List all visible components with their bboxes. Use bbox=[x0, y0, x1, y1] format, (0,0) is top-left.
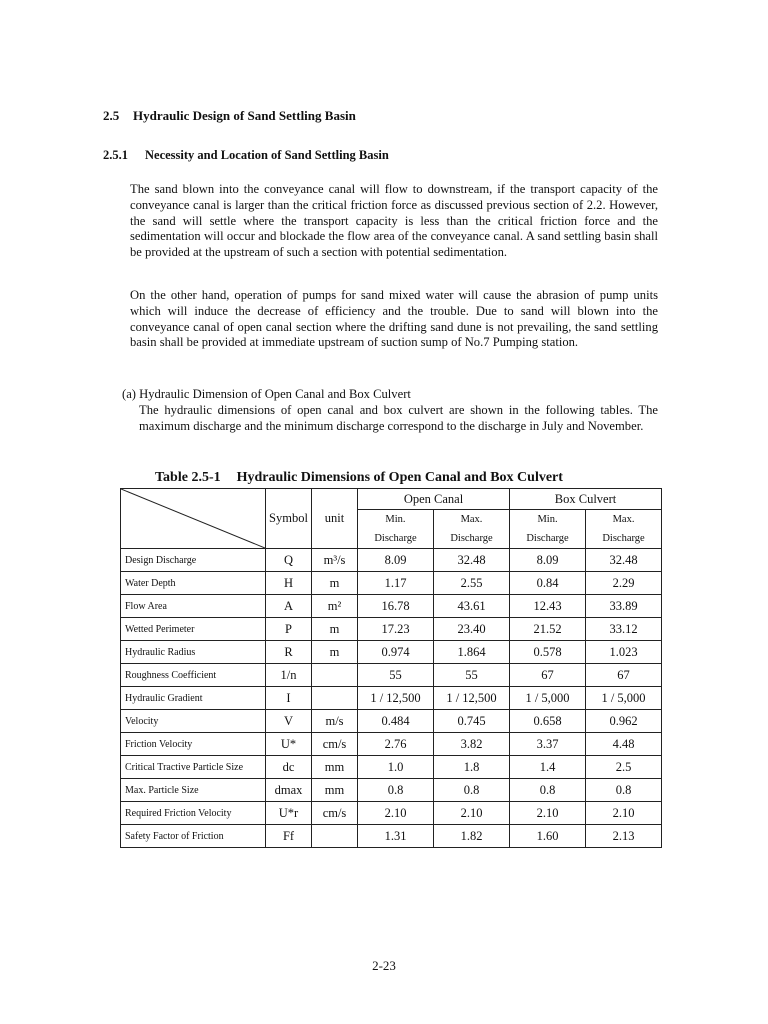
open-canal-min-value: 16.78 bbox=[358, 595, 434, 618]
row-unit: cm/s bbox=[312, 802, 358, 825]
row-name: Design Discharge bbox=[121, 549, 266, 572]
row-symbol: U*r bbox=[266, 802, 312, 825]
subsection-title: Necessity and Location of Sand Settling Basin bbox=[145, 148, 389, 162]
table-header-row-1 bbox=[121, 489, 662, 510]
open-canal-max-value: 0.745 bbox=[434, 710, 510, 733]
table-row bbox=[121, 733, 662, 756]
open-canal-min-value: 2.76 bbox=[358, 733, 434, 756]
open-canal-max-value: 1.82 bbox=[434, 825, 510, 848]
page-number: 2-23 bbox=[372, 958, 396, 973]
open-canal-min-value: 2.10 bbox=[358, 802, 434, 825]
box-culvert-min-value: 0.8 bbox=[510, 779, 586, 802]
row-symbol: dc bbox=[266, 756, 312, 779]
row-symbol: 1/n bbox=[266, 664, 312, 687]
row-unit: cm/s bbox=[312, 733, 358, 756]
header-box-min bbox=[510, 510, 586, 549]
table-row bbox=[121, 664, 662, 687]
box-culvert-min-value: 1 / 5,000 bbox=[510, 687, 586, 710]
box-culvert-max-value: 2.10 bbox=[586, 802, 662, 825]
open-canal-min-value: 8.09 bbox=[358, 549, 434, 572]
row-symbol: Q bbox=[266, 549, 312, 572]
row-name: Wetted Perimeter bbox=[121, 618, 266, 641]
open-canal-max-value: 1.8 bbox=[434, 756, 510, 779]
paragraph-2: On the other hand, operation of pumps for sand mixed water will cause the abrasion of pump units which will induce the decrease of efficiency and the trouble. Due to sand will blown into the conveyance canal of open canal section where the drifting sand dune is not prevailing, the sand settling basin shall be provided at immediate upstream of suction sump of No.7 Pumping station. bbox=[130, 288, 658, 350]
box-culvert-max-value: 1 / 5,000 bbox=[586, 687, 662, 710]
header-min-label: Min. bbox=[537, 514, 558, 525]
row-symbol: I bbox=[266, 687, 312, 710]
row-unit: m bbox=[312, 641, 358, 664]
row-symbol: U* bbox=[266, 733, 312, 756]
box-culvert-max-value: 1.023 bbox=[586, 641, 662, 664]
subsection-number: 2.5.1 bbox=[103, 148, 128, 162]
open-canal-min-value: 0.484 bbox=[358, 710, 434, 733]
box-culvert-min-value: 21.52 bbox=[510, 618, 586, 641]
box-culvert-max-value: 2.5 bbox=[586, 756, 662, 779]
open-canal-min-value: 0.8 bbox=[358, 779, 434, 802]
row-name: Safety Factor of Friction bbox=[121, 825, 266, 848]
table-row bbox=[121, 595, 662, 618]
row-unit bbox=[312, 825, 358, 848]
table-row bbox=[121, 802, 662, 825]
box-culvert-max-value: 67 bbox=[586, 664, 662, 687]
row-symbol: H bbox=[266, 572, 312, 595]
box-culvert-min-value: 0.578 bbox=[510, 641, 586, 664]
header-max-label: Max. bbox=[460, 514, 483, 525]
row-symbol: A bbox=[266, 595, 312, 618]
box-culvert-max-value: 0.8 bbox=[586, 779, 662, 802]
open-canal-max-value: 43.61 bbox=[434, 595, 510, 618]
open-canal-min-value: 1.17 bbox=[358, 572, 434, 595]
box-culvert-max-value: 4.48 bbox=[586, 733, 662, 756]
open-canal-max-value: 0.8 bbox=[434, 779, 510, 802]
list-item-a bbox=[122, 387, 658, 434]
box-culvert-min-value: 67 bbox=[510, 664, 586, 687]
table-title: Hydraulic Dimensions of Open Canal and Box Culvert bbox=[236, 470, 563, 485]
box-culvert-max-value: 33.12 bbox=[586, 618, 662, 641]
row-unit: mm bbox=[312, 779, 358, 802]
table-row bbox=[121, 710, 662, 733]
box-culvert-min-value: 0.84 bbox=[510, 572, 586, 595]
row-unit: m/s bbox=[312, 710, 358, 733]
row-name: Roughness Coefficient bbox=[121, 664, 266, 687]
row-name: Water Depth bbox=[121, 572, 266, 595]
box-culvert-max-value: 32.48 bbox=[586, 549, 662, 572]
table-row bbox=[121, 641, 662, 664]
open-canal-max-value: 1 / 12,500 bbox=[434, 687, 510, 710]
open-canal-min-value: 55 bbox=[358, 664, 434, 687]
header-open-canal: Open Canal bbox=[358, 489, 510, 510]
open-canal-min-value: 0.974 bbox=[358, 641, 434, 664]
open-canal-max-value: 32.48 bbox=[434, 549, 510, 572]
open-canal-min-value: 1.0 bbox=[358, 756, 434, 779]
header-max-label: Max. bbox=[612, 514, 635, 525]
header-unit: unit bbox=[312, 489, 358, 549]
section-number: 2.5 bbox=[103, 108, 120, 123]
table-row bbox=[121, 572, 662, 595]
paragraph-1: The sand blown into the conveyance canal will flow to downstream, if the transport capacity of the conveyance canal is larger than the critical friction force as discussed previous section of 2.2. However, the sand will settle where the transport capacity is less than the critical friction force and the sedimentation will occur and blockade the flow area of the conveyance canal. A sand settling basin shall be provided at the upstream of such a section with potential sedimentation. bbox=[130, 182, 658, 260]
diagonal-line bbox=[121, 489, 265, 548]
box-culvert-max-value: 2.13 bbox=[586, 825, 662, 848]
table-row bbox=[121, 756, 662, 779]
row-unit: m bbox=[312, 618, 358, 641]
row-name: Hydraulic Gradient bbox=[121, 687, 266, 710]
open-canal-max-value: 2.55 bbox=[434, 572, 510, 595]
row-unit: m² bbox=[312, 595, 358, 618]
header-discharge-label: Discharge bbox=[374, 533, 417, 544]
header-discharge-label: Discharge bbox=[602, 533, 645, 544]
row-unit bbox=[312, 664, 358, 687]
open-canal-max-value: 55 bbox=[434, 664, 510, 687]
box-culvert-min-value: 2.10 bbox=[510, 802, 586, 825]
box-culvert-max-value: 0.962 bbox=[586, 710, 662, 733]
box-culvert-min-value: 1.60 bbox=[510, 825, 586, 848]
row-name: Critical Tractive Particle Size bbox=[121, 756, 266, 779]
header-open-min bbox=[358, 510, 434, 549]
open-canal-min-value: 1.31 bbox=[358, 825, 434, 848]
table-row bbox=[121, 549, 662, 572]
header-discharge-label: Discharge bbox=[526, 533, 569, 544]
box-culvert-min-value: 1.4 bbox=[510, 756, 586, 779]
row-symbol: R bbox=[266, 641, 312, 664]
row-name: Velocity bbox=[121, 710, 266, 733]
row-name: Flow Area bbox=[121, 595, 266, 618]
table-number: Table 2.5-1 bbox=[155, 470, 221, 485]
list-item-heading: (a) Hydraulic Dimension of Open Canal and Box Culvert bbox=[122, 387, 411, 401]
row-unit: mm bbox=[312, 756, 358, 779]
box-culvert-min-value: 0.658 bbox=[510, 710, 586, 733]
open-canal-max-value: 2.10 bbox=[434, 802, 510, 825]
row-name: Hydraulic Radius bbox=[121, 641, 266, 664]
subsection-heading bbox=[103, 148, 389, 163]
header-box-culvert: Box Culvert bbox=[510, 489, 662, 510]
row-unit: m³/s bbox=[312, 549, 358, 572]
open-canal-max-value: 23.40 bbox=[434, 618, 510, 641]
box-culvert-min-value: 8.09 bbox=[510, 549, 586, 572]
table-caption bbox=[155, 470, 563, 486]
table-row bbox=[121, 779, 662, 802]
header-min-label: Min. bbox=[385, 514, 406, 525]
row-symbol: P bbox=[266, 618, 312, 641]
row-symbol: V bbox=[266, 710, 312, 733]
open-canal-min-value: 1 / 12,500 bbox=[358, 687, 434, 710]
row-name: Friction Velocity bbox=[121, 733, 266, 756]
box-culvert-max-value: 33.89 bbox=[586, 595, 662, 618]
row-unit bbox=[312, 687, 358, 710]
section-title: Hydraulic Design of Sand Settling Basin bbox=[133, 108, 356, 123]
table-row bbox=[121, 687, 662, 710]
list-item-body: The hydraulic dimensions of open canal and box culvert are shown in the following tables. The maximum discharge and the minimum discharge correspond to the discharge in July and November. bbox=[139, 402, 658, 433]
diagonal-header-cell bbox=[121, 489, 266, 549]
header-discharge-label: Discharge bbox=[450, 533, 493, 544]
box-culvert-min-value: 12.43 bbox=[510, 595, 586, 618]
row-name: Required Friction Velocity bbox=[121, 802, 266, 825]
header-symbol: Symbol bbox=[266, 489, 312, 549]
row-symbol: Ff bbox=[266, 825, 312, 848]
open-canal-min-value: 17.23 bbox=[358, 618, 434, 641]
header-open-max bbox=[434, 510, 510, 549]
hydraulic-dimensions-table bbox=[120, 488, 662, 848]
section-heading bbox=[103, 108, 356, 124]
open-canal-max-value: 3.82 bbox=[434, 733, 510, 756]
table-body bbox=[121, 549, 662, 848]
box-culvert-min-value: 3.37 bbox=[510, 733, 586, 756]
row-name: Max. Particle Size bbox=[121, 779, 266, 802]
header-box-max bbox=[586, 510, 662, 549]
open-canal-max-value: 1.864 bbox=[434, 641, 510, 664]
table-row bbox=[121, 825, 662, 848]
table-row bbox=[121, 618, 662, 641]
box-culvert-max-value: 2.29 bbox=[586, 572, 662, 595]
row-symbol: dmax bbox=[266, 779, 312, 802]
row-unit: m bbox=[312, 572, 358, 595]
